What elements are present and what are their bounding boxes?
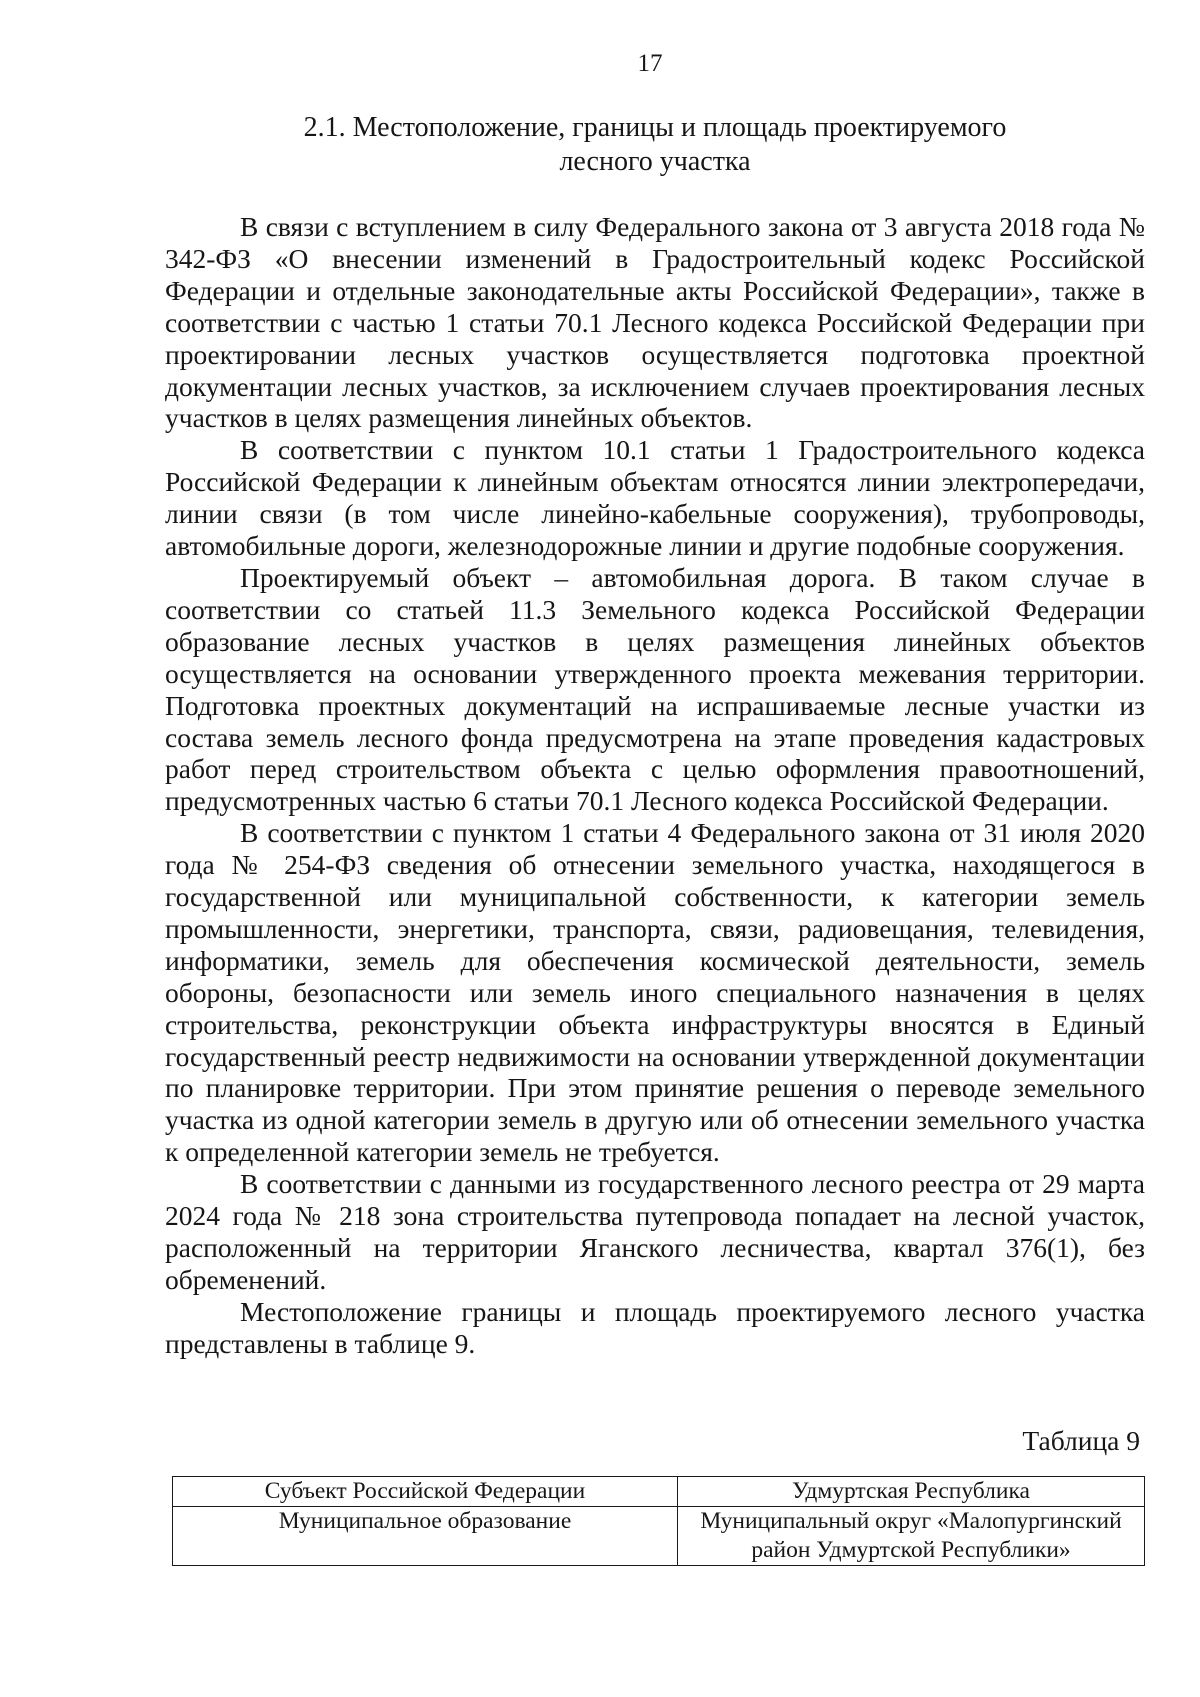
table-cell-municipality-label: Муниципальное образование bbox=[173, 1507, 678, 1566]
paragraph-projected-object: Проектируемый объект – автомобильная дорога. В таком случае в соответствии со статьей 11.3 Земельного кодекса Российской Федерации образование лесных участков в целях размещения линейных объектов осуществляется на основании утвержденного проекта межевания территории. Подготовка проектных документаций на испрашиваемые лесные участки из состава земель лесного фонда предусмотрена на этапе проведения кадастровых работ перед строительством объекта с целью оформления правоотношений, предусмотренных частью 6 статьи 70.1 Лесного кодекса Российской Федерации. bbox=[165, 561, 1145, 817]
section-title-line-2: лесного участка bbox=[559, 146, 751, 177]
table-row bbox=[173, 1477, 1145, 1507]
paragraph-table-reference: Местоположение границы и площадь проектируемого лесного участка представлены в таблице 9. bbox=[165, 1295, 1145, 1359]
section-title-line-1: 2.1. Местоположение, границы и площадь проектируемого bbox=[303, 112, 1007, 143]
table-row bbox=[173, 1507, 1145, 1566]
body-text bbox=[165, 211, 1145, 1360]
page-number: 17 bbox=[637, 50, 663, 77]
table-cell-municipality-value: Муниципальный округ «Малопургинский район Удмуртской Республики» bbox=[678, 1507, 1145, 1566]
section-title bbox=[285, 111, 1025, 179]
table-cell-subject-value: Удмуртская Республика bbox=[678, 1477, 1145, 1507]
location-table bbox=[172, 1476, 1145, 1566]
paragraph-linear-objects: В соответствии с пунктом 10.1 статьи 1 Градостроительного кодекса Российской Федерации к линейным объектам относятся линии электропередачи, линии связи (в том числе линейно-кабельные сооружения), трубопроводы, автомобильные дороги, железнодорожные линии и другие подобные сооружения. bbox=[165, 434, 1145, 562]
table-caption: Таблица 9 bbox=[1022, 1425, 1140, 1456]
table-cell-subject-label: Субъект Российской Федерации bbox=[173, 1477, 678, 1507]
paragraph-federal-law-254: В соответствии с пунктом 1 статьи 4 Федерального закона от 31 июля 2020 года № 254-ФЗ сведения об отнесении земельного участка, находящегося в государственной или муниципальной собственности, к категории земель промышленности, энергетики, транспорта, связи, радиовещания, телевидения, информатики, земель для обеспечения космической деятельности, земель обороны, безопасности или земель иного специального назначения в целях строительства, реконструкции объекта инфраструктуры вносятся в Единый государственный реестр недвижимости на основании утвержденной документации по планировке территории. При этом принятие решения о переводе земельного участка из одной категории земель в другую или об отнесении земельного участка к определенной категории земель не требуется. bbox=[165, 817, 1145, 1168]
paragraph-forest-registry: В соответствии с данными из государственного лесного реестра от 29 марта 2024 года № 218 зона строительства путепровода попадает на лесной участок, расположенный на территории Яганского лесничества, квартал 376(1), без обременений. bbox=[165, 1168, 1145, 1295]
paragraph-federal-law-342: В связи с вступлением в силу Федерального закона от 3 августа 2018 года № 342-ФЗ «О внесении изменений в Градостроительный кодекс Российской Федерации и отдельные законодательные акты Российской Федерации», также в соответствии с частью 1 статьи 70.1 Лесного кодекса Российской Федерации при проектировании лесных участков осуществляется подготовка проектной документации лесных участков, за исключением случаев проектирования лесных участков в целях размещения линейных объектов. bbox=[165, 211, 1145, 434]
